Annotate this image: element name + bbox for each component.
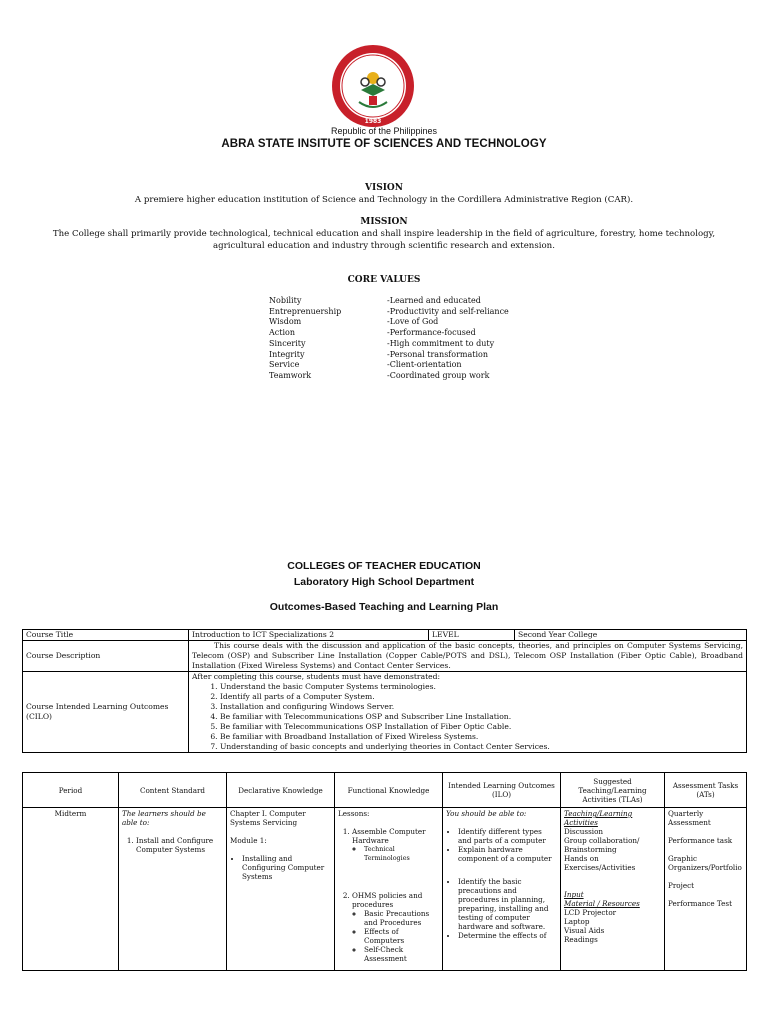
core-value-name: Nobility [269,296,302,305]
cilo-item: 5. Be familiar with Telecommunications OSP Installation of Fiber Optic Cable. [220,722,743,732]
core-value-desc: -Performance-focused [387,328,476,338]
core-value-desc: -Love of God [387,317,439,327]
ilo-item: • Identify different types and parts of a computer [458,827,557,845]
mission-heading: MISSION [360,217,408,227]
functional-cell [335,808,443,971]
assessment-item: Performance task [668,836,733,845]
materials-heading: Material / Resources [564,899,640,908]
core-value-row [269,317,509,328]
content-standard-cell [119,808,227,971]
header-period: Period [23,773,119,808]
core-values-list [269,296,509,382]
core-value-row [269,350,509,361]
cilo-item: 1. Understand the basic Computer Systems terminologies. [220,682,743,692]
core-value-row [269,296,509,307]
republic-line: Republic of the Philippines [330,126,438,136]
content-list [122,836,223,854]
course-description-row [23,641,747,672]
course-description-text: This course deals with the discussion and application of the basic concepts, theories, and principles on Computer Systems Servicing, Telecom (OSP) and Subscriber Line Installation (Copper Cable/POTS and DSL), Telecom OSP Installation (Fiber Optic Cable), Broadband Installation (Fixed Wireless Systems) and Contact Center Services. [189,641,747,672]
declarative-module: Module 1: [230,836,267,845]
assessment-item: Graphic Organizers/Portfolio [668,854,742,872]
tla-cell [561,808,665,971]
tla-item: Group collaboration/ Brainstorming [564,836,640,854]
period-cell: Midterm [23,808,119,971]
course-title-label: Course Title [23,630,189,641]
declarative-list [230,854,331,881]
header-content-standard: Content Standard [119,773,227,808]
college-name: COLLEGES OF TEACHER EDUCATION [287,560,481,572]
course-info-table [22,629,747,753]
cilo-item: 2. Identify all parts of a Computer System. [220,692,743,702]
plan-title: Outcomes-Based Teaching and Learning Plan [269,601,499,613]
functional-item-label: Assemble Computer Hardware [352,827,426,845]
core-value-desc: -High commitment to duty [387,338,495,348]
core-value-desc: -Client-orientation [387,360,462,370]
ilo-item: • Explain hardware component of a computer [458,845,557,863]
core-value-name: Action [269,328,295,338]
ilo-list [446,827,557,940]
cilo-label: Course Intended Learning Outcomes (CILO) [23,672,189,753]
course-description-label: Course Description [23,641,189,672]
core-value-name: Service [269,360,300,370]
level-label: LEVEL [429,630,515,641]
functional-subitem: ◦ Technical Terminologies [364,845,439,863]
svg-text:1983: 1983 [364,118,382,125]
header-tlas: Suggested Teaching/Learning Activities (TLAs) [561,773,665,808]
core-value-row [269,339,509,350]
content-intro: The learners should be able to: [122,809,206,827]
department-name: Laboratory High School Department [293,576,475,588]
core-value-name: Wisdom [269,317,302,327]
core-value-row [269,328,509,339]
material-item: LCD Projector [564,908,617,917]
plan-row-midterm [23,808,747,971]
level-value: Second Year College [515,630,747,641]
content-item: 1. Install and Configure Computer Systems [136,836,223,854]
vision-heading: VISION [365,183,403,193]
input-heading: Input [564,890,584,899]
material-item: Readings [564,935,598,944]
material-item: Visual Aids [564,926,605,935]
core-value-desc: -Coordinated group work [387,370,490,380]
functional-item-label: OHMS policies and procedures [352,891,423,909]
core-value-row [269,307,509,318]
ilo-intro: You should be able to: [446,809,527,818]
core-value-desc: -Productivity and self-reliance [387,306,509,316]
header-functional-knowledge: Functional Knowledge [335,773,443,808]
course-title-value: Introduction to ICT Specializations 2 [189,630,429,641]
core-value-name: Teamwork [269,370,312,380]
declarative-chapter: Chapter I. Computer Systems Servicing [230,809,306,827]
functional-item [352,891,439,963]
tla-item: Exercises/Activities [564,863,636,872]
header-declarative-knowledge: Declarative Knowledge [227,773,335,808]
cilo-intro: After completing this course, students must have demonstrated: [192,672,441,681]
assessment-cell [665,808,747,971]
declarative-item: • Installing and Configuring Computer Systems [242,854,331,881]
header-assessment: Assessment Tasks (ATs) [665,773,747,808]
functional-list [338,827,439,963]
ilo-item: • Identify the basic precautions and procedures in planning, preparing, installing and testing of computer hardware and software. [458,877,557,931]
cilo-item: 7. Understanding of basic concepts and underlying theories in Contact Center Services. [220,742,743,752]
tla-heading: Teaching/Learning Activities [564,809,633,827]
assessment-item: Quarterly Assessment [668,809,711,827]
core-value-name: Entreprenuership [269,306,342,316]
core-value-desc: -Personal transformation [387,349,488,359]
core-value-name: Integrity [269,349,305,359]
assessment-item: Performance Test [668,899,732,908]
declarative-cell [227,808,335,971]
functional-subitem: ◦ Effects of Computers [364,927,439,945]
mission-text: The College shall primarily provide technological, technical education and shall inspire leadership in the field of agriculture, forestry, home technology, agricultural education and industry through scientific research and extension. [52,229,716,251]
core-value-desc: -Learned and educated [387,296,481,305]
functional-item [352,827,439,863]
functional-subitem: ◦ Basic Precautions and Procedures [364,909,439,927]
cilo-row [23,672,747,753]
course-title-row [23,630,747,641]
teaching-plan-table [22,772,747,971]
cilo-item: 4. Be familiar with Telecommunications OSP and Subscriber Line Installation. [220,712,743,722]
assessment-item: Project [668,881,694,890]
tla-item: Discussion [564,827,604,836]
cilo-item: 6. Be familiar with Broadband Installation of Fixed Wireless Systems. [220,732,743,742]
cilo-item: 3. Installation and configuring Windows Server. [220,702,743,712]
core-value-name: Sincerity [269,338,306,348]
functional-intro: Lessons: [338,809,370,818]
school-seal-logo [331,44,415,128]
material-item: Laptop [564,917,590,926]
plan-header-row [23,773,747,808]
tla-item: Hands on [564,854,599,863]
header-ilo: Intended Learning Outcomes (ILO) [443,773,561,808]
cilo-cell [189,672,747,753]
ilo-cell [443,808,561,971]
functional-subitem: ◦ Self-Check Assessment [364,945,439,963]
cilo-list [192,682,743,752]
core-value-row [269,360,509,371]
core-values-heading: CORE VALUES [347,275,421,285]
school-name: ABRA STATE INSITUTE OF SCIENCES AND TECHNOLOGY [221,138,547,150]
core-value-row [269,371,509,382]
vision-text: A premiere higher education institution of Science and Technology in the Cordillera Administrative Region (CAR). [134,195,634,205]
ilo-item: • Determine the effects of [458,931,557,940]
